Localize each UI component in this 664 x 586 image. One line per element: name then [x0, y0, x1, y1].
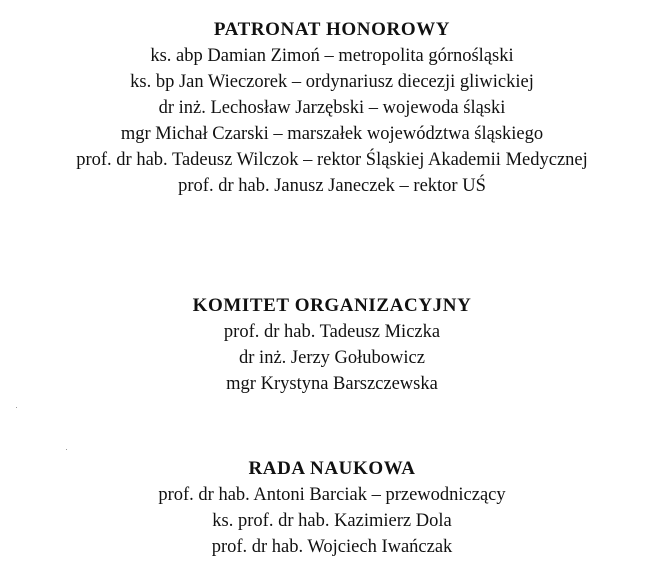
section-heading: PATRONAT HONOROWY	[213, 19, 451, 40]
committee-member-line: dr inż. Jerzy Gołubowicz	[239, 348, 425, 368]
patron-line: prof. dr hab. Tadeusz Wilczok – rektor Śląskiej Akademii Medycznej	[76, 150, 588, 170]
section-komitet-organizacyjny	[0, 292, 664, 397]
patron-line: ks. abp Damian Zimoń – metropolita górnośląski	[150, 46, 514, 66]
scan-speck	[16, 407, 17, 408]
committee-member-line: mgr Krystyna Barszczewska	[226, 374, 438, 394]
section-rada-naukowa	[0, 455, 664, 560]
council-member-line: prof. dr hab. Antoni Barciak – przewodniczący	[158, 485, 506, 505]
council-member-line: ks. prof. dr hab. Kazimierz Dola	[212, 511, 452, 531]
section-heading: RADA NAUKOWA	[248, 458, 416, 479]
patron-line: ks. bp Jan Wieczorek – ordynariusz diecezji gliwickiej	[130, 72, 534, 92]
section-patronat-honorowy	[0, 16, 664, 199]
council-member-line: prof. dr hab. Wojciech Iwańczak	[211, 537, 453, 557]
committee-member-line: prof. dr hab. Tadeusz Miczka	[223, 322, 441, 342]
scan-speck	[66, 449, 67, 450]
patron-line: mgr Michał Czarski – marszałek województwa śląskiego	[120, 124, 544, 144]
section-heading: KOMITET ORGANIZACYJNY	[192, 295, 472, 316]
patron-line: dr inż. Lechosław Jarzębski – wojewoda śląski	[158, 98, 506, 118]
patron-line: prof. dr hab. Janusz Janeczek – rektor UŚ	[178, 176, 486, 196]
